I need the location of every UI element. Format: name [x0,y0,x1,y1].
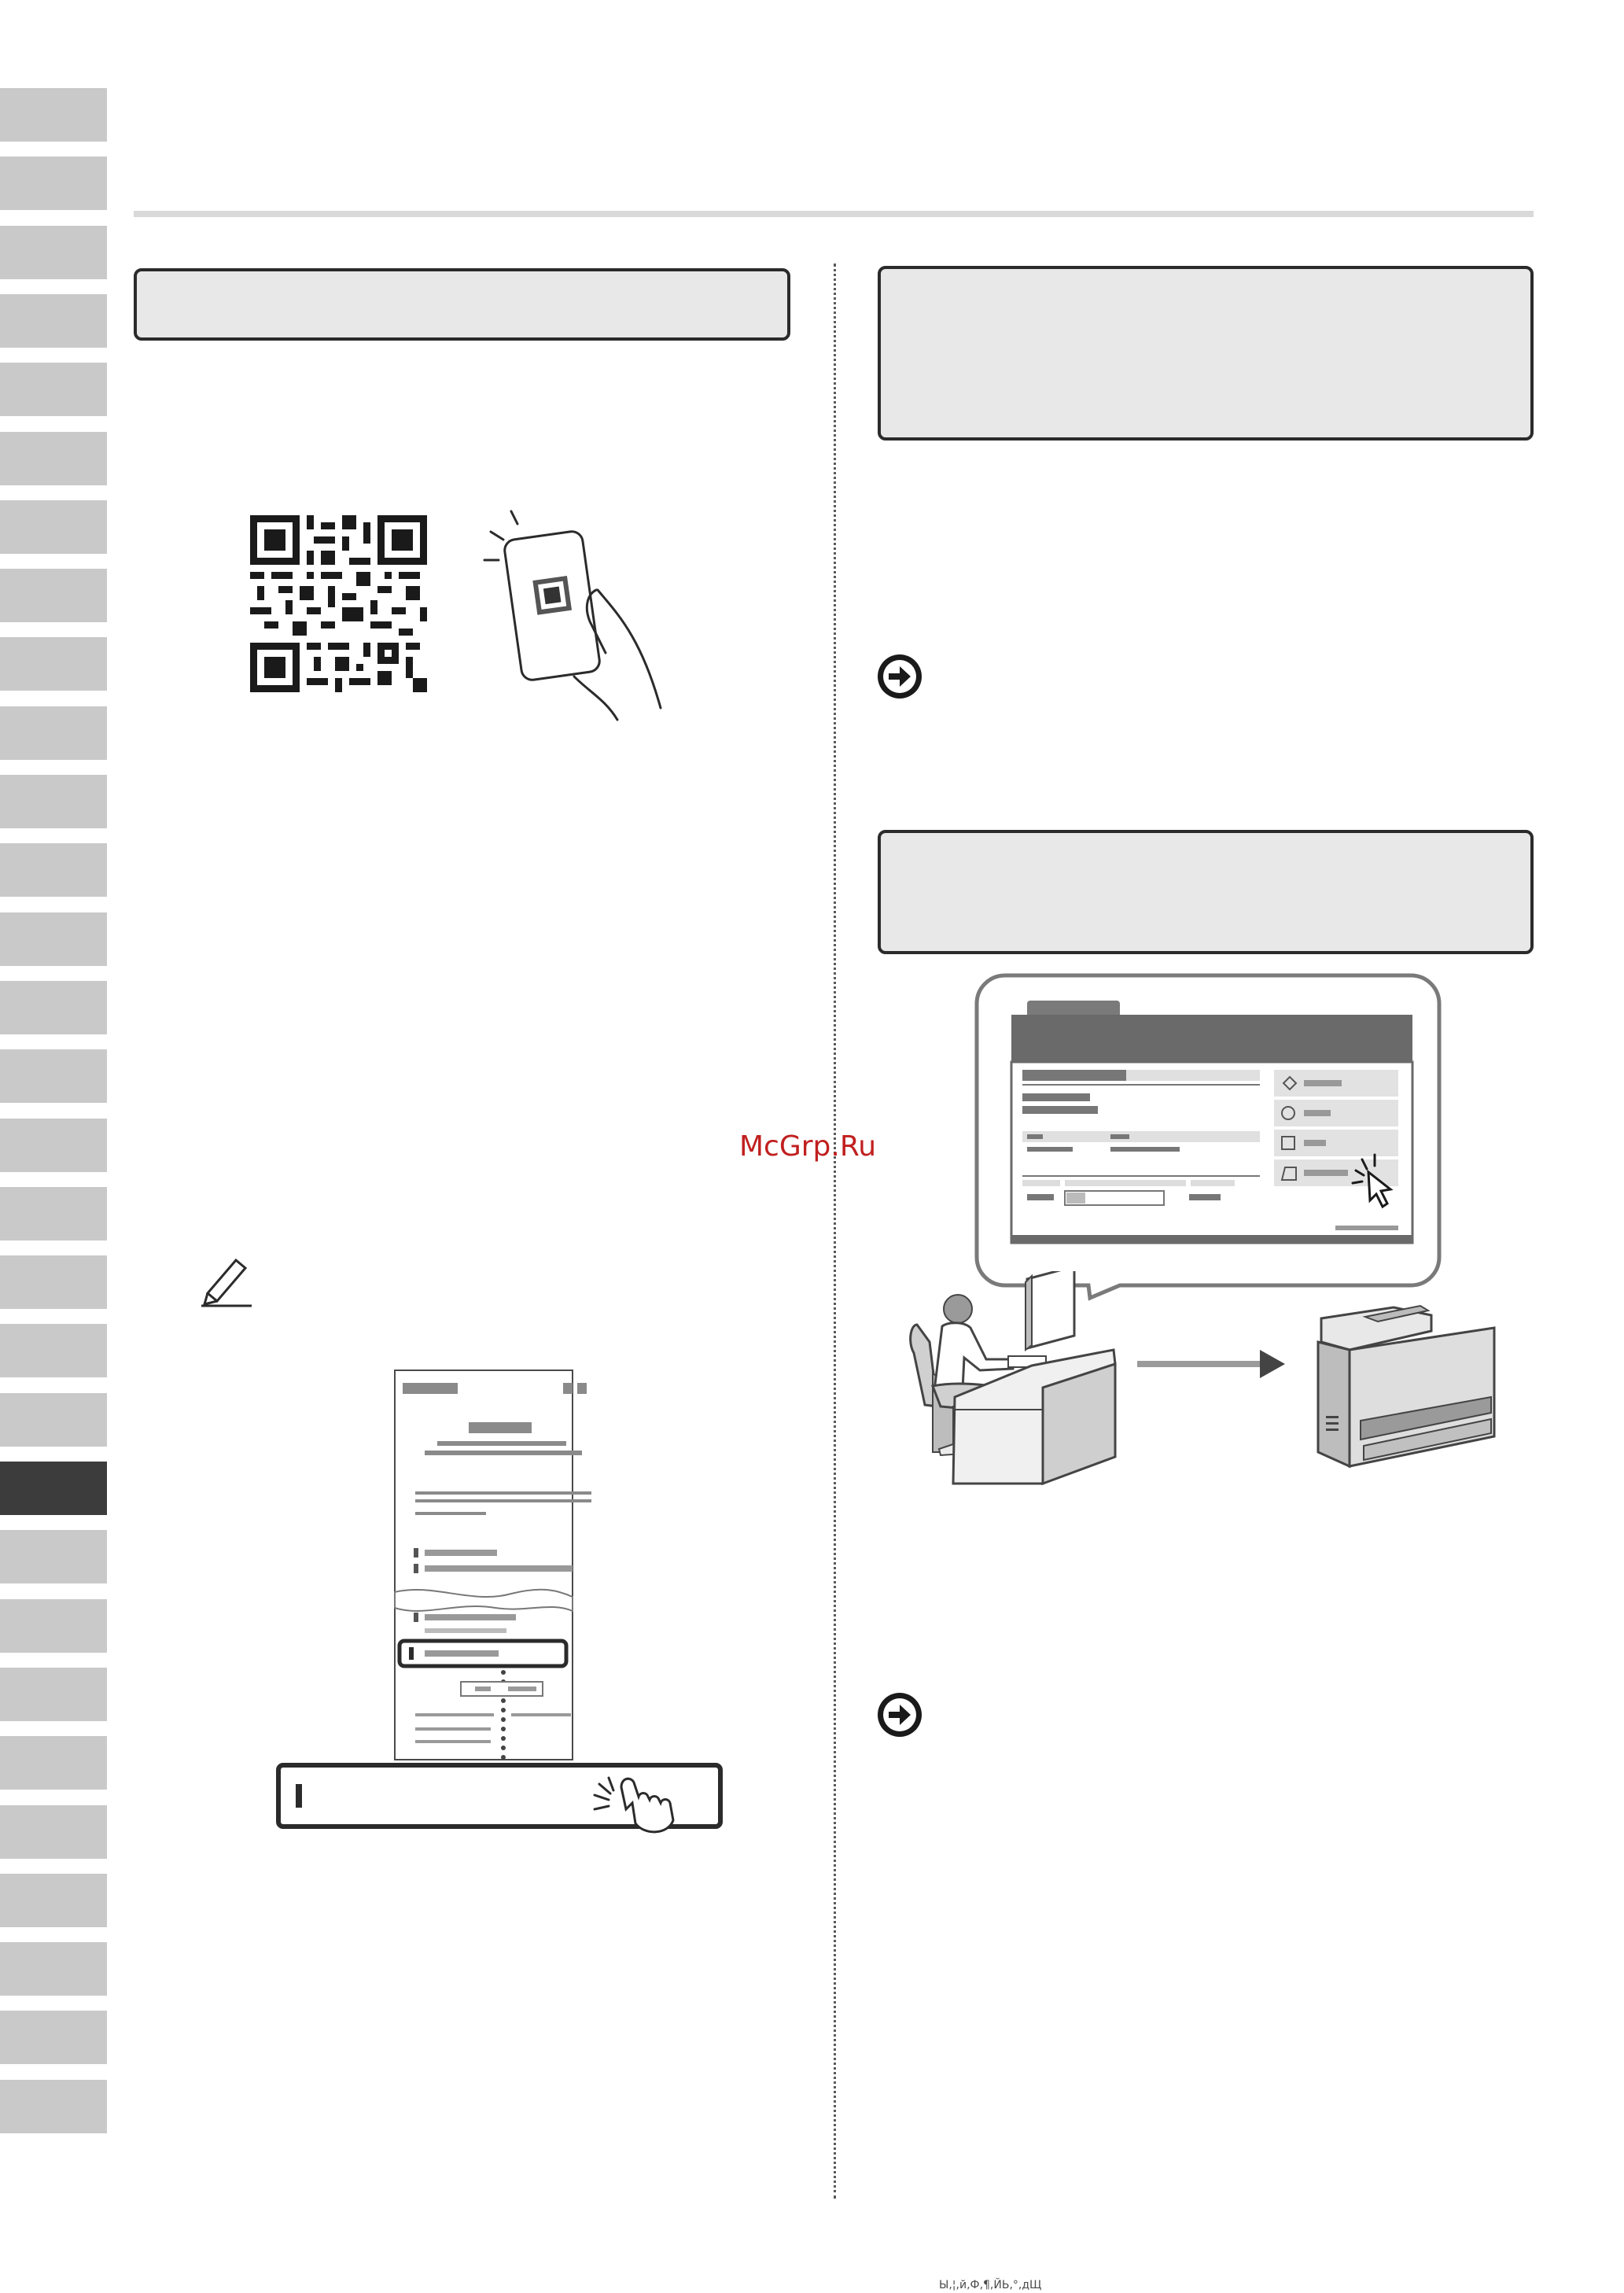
language-tab [0,1668,107,1721]
arrow-right-circle-icon-2 [876,1691,923,1738]
language-tab [0,2011,107,2064]
phone-scan-icon [480,503,676,724]
settings-report-illustration [275,1369,731,1841]
right-section-header-box-2 [878,830,1534,954]
language-tab [0,88,107,142]
language-tab [0,569,107,622]
language-tab [0,1874,107,1927]
language-tab [0,1805,107,1859]
language-tab [0,1942,107,1996]
language-tab [0,981,107,1034]
column-divider [834,264,836,2199]
language-tab [0,912,107,966]
pencil-note-icon [198,1252,255,1309]
language-tab [0,1187,107,1241]
language-tab [0,843,107,897]
language-tab [0,294,107,348]
language-tab [0,1736,107,1790]
language-tab [0,432,107,485]
watermark-text: McGrp.Ru [739,1130,877,1163]
language-tab [0,226,107,279]
language-tab [0,1324,107,1377]
language-tab [0,1599,107,1653]
language-tab [0,1393,107,1447]
right-section-header-box-1 [878,266,1534,441]
language-tab [0,706,107,760]
footer-code: Ы,¦,й,Ф,¶,ЙЬ,°,дЩ [939,2279,1042,2291]
language-tab [0,775,107,828]
user-at-computer-illustration [909,1271,1538,1491]
language-tab [0,157,107,210]
language-tab [0,1462,107,1515]
left-section-header-box [134,268,790,341]
language-tab [0,1530,107,1583]
language-tab [0,1049,107,1103]
qr-code-icon [250,515,427,692]
remote-ui-illustration [974,972,1442,1303]
language-tab [0,363,107,416]
language-tab [0,1119,107,1172]
language-tab [0,2080,107,2133]
arrow-right-circle-icon [876,653,923,700]
language-tab [0,637,107,691]
language-tab [0,1255,107,1309]
language-tab [0,500,107,554]
header-rule [134,211,1534,217]
